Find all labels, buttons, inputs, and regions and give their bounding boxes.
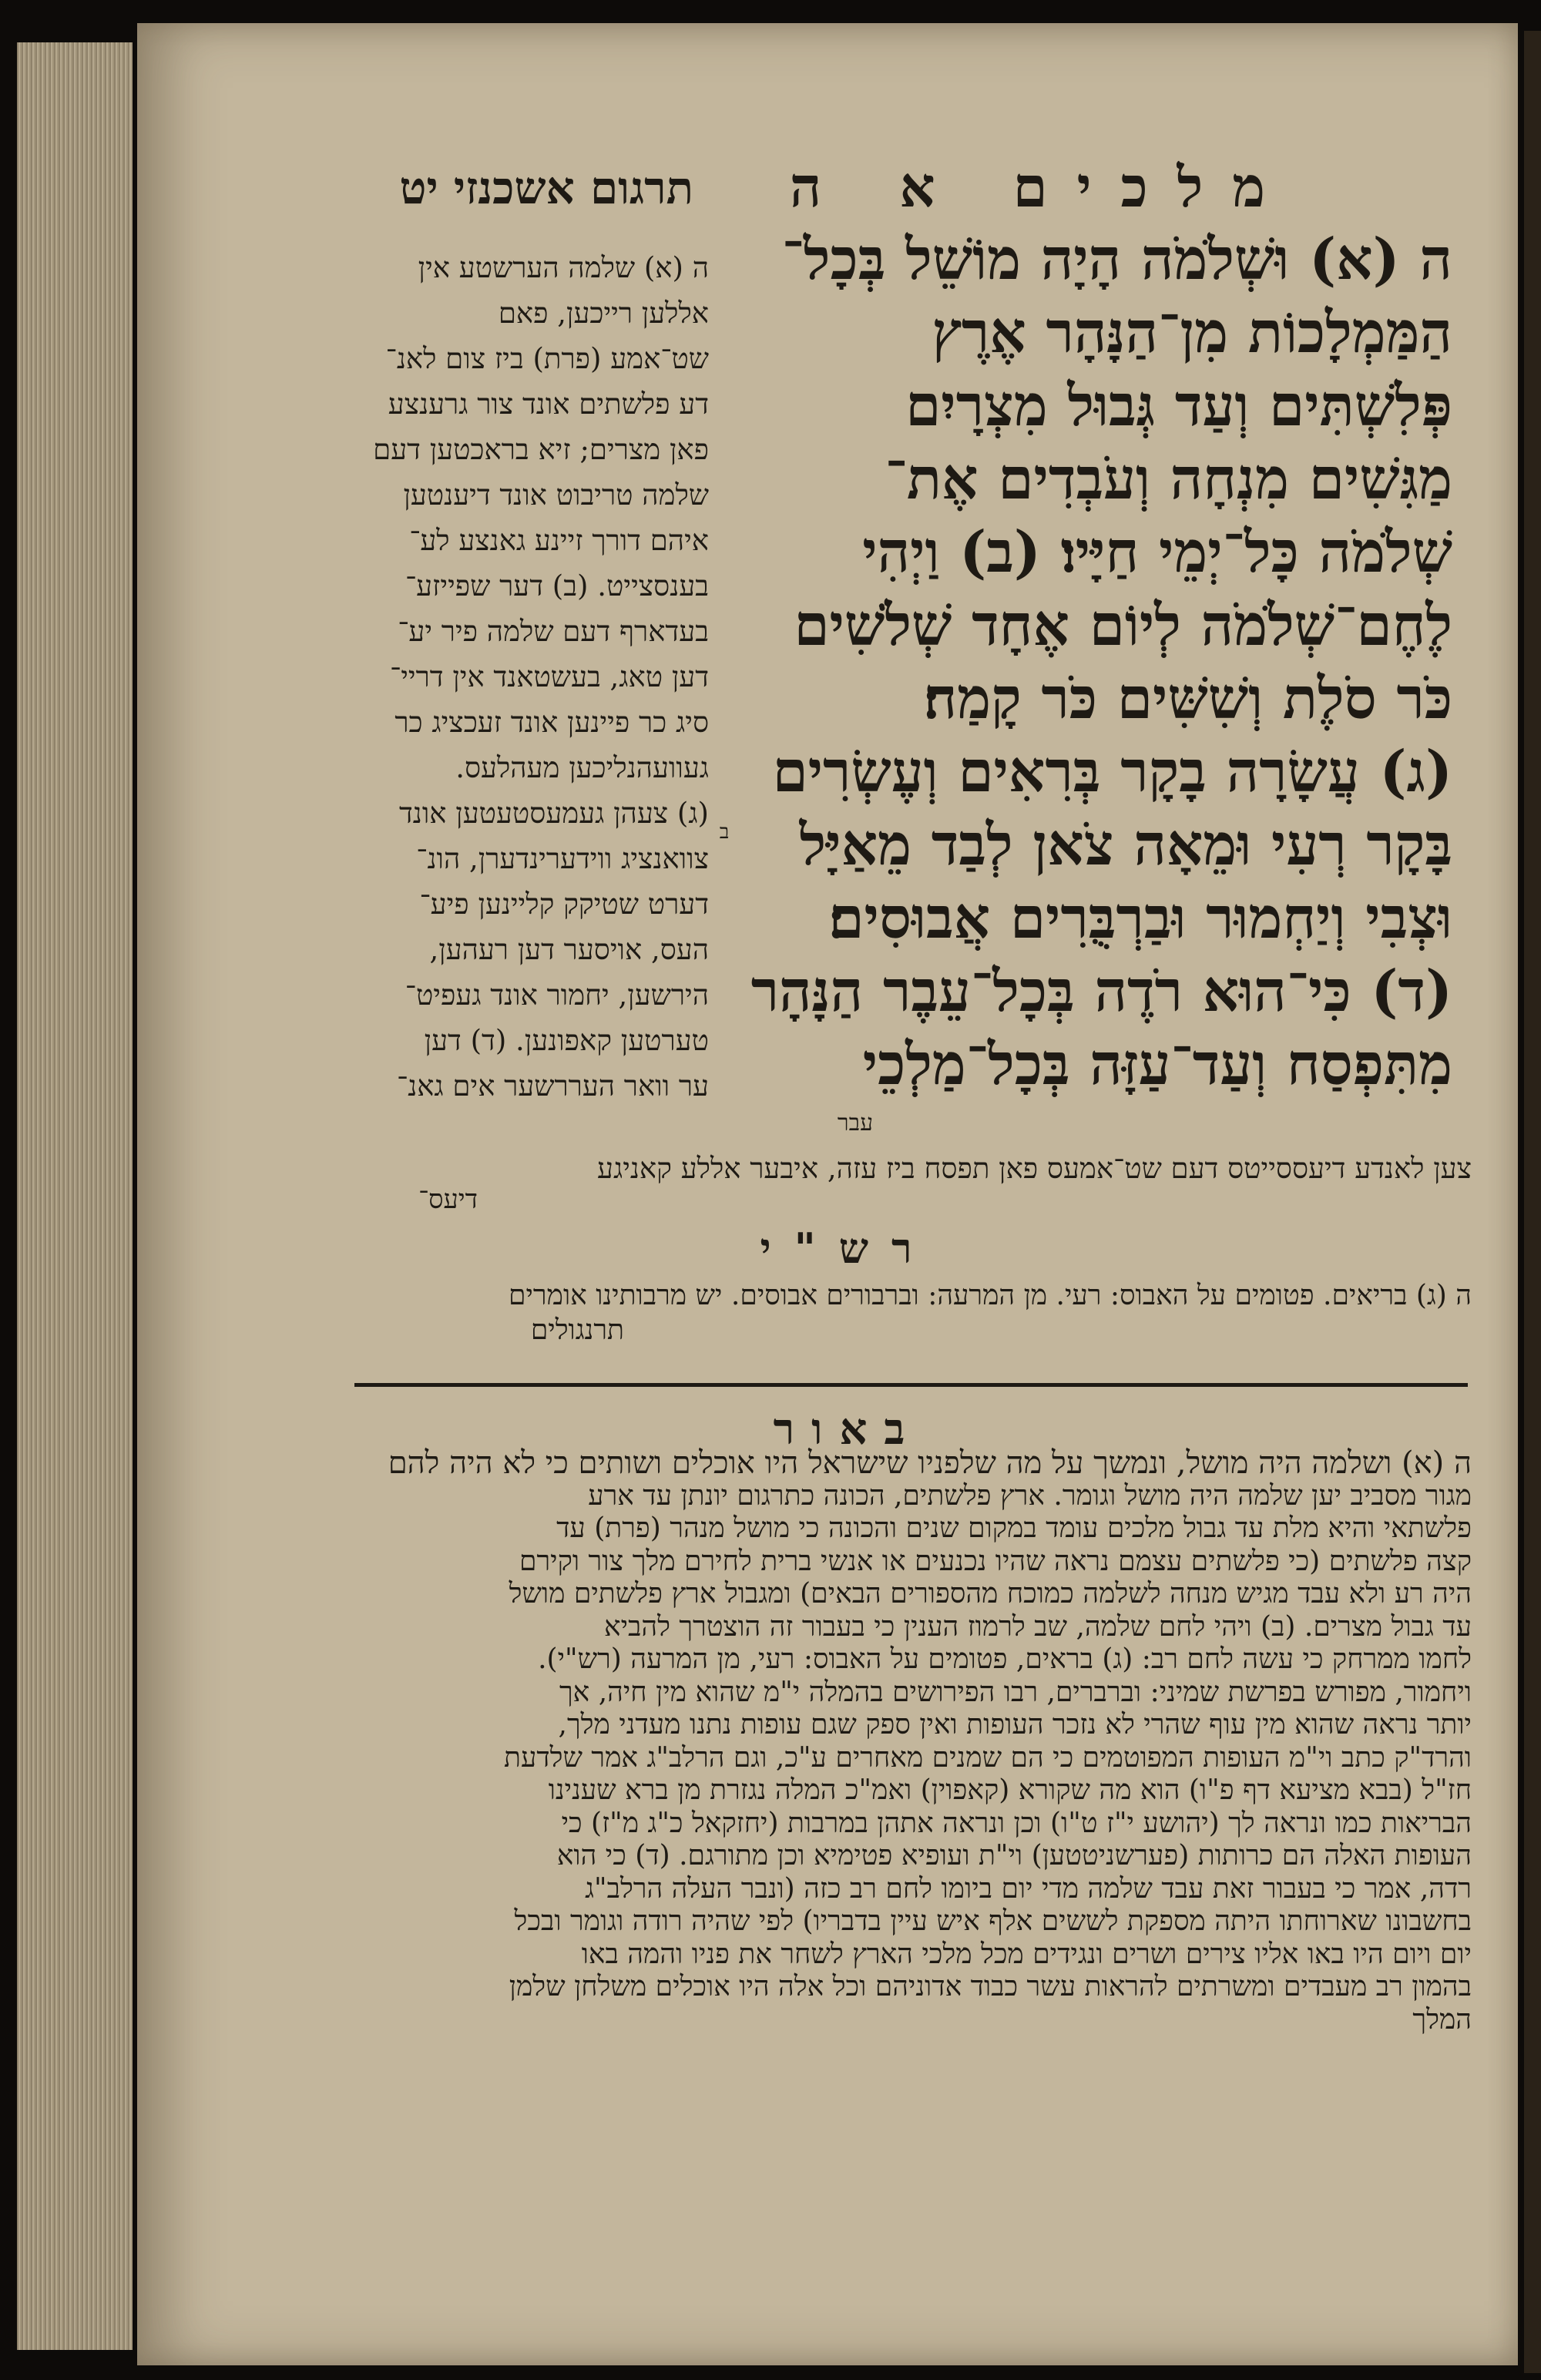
targum-line: אללען רייכען, פאם — [498, 297, 709, 330]
bible-text-column — [736, 223, 1452, 1102]
targum-line: געוועהנליכען מעהלעס. — [455, 751, 709, 784]
targum-line: דערט שטיקק קליינען פיע־ — [419, 888, 709, 921]
targum-line: ער וואר העררשער אים גאנ־ — [397, 1069, 709, 1103]
targum-line: צוואנציג ווידערינדערן, הונ־ — [416, 842, 709, 875]
targum-line: (ג) צעהן געמעסטעטען אונד — [399, 797, 709, 830]
biur-line: היה רע ולא עבד מגיש מנחה לשלמה כמוכח מהספורים הבאים) ומגבול ארץ פלשתים מושל — [509, 1578, 1472, 1610]
biur-line: בהמון רב מעבדים ומשרתים להראות עשר כבוד אדוניהם וכל אלה היו אוכלים משלחן שלמן — [509, 1971, 1472, 2002]
bible-line: שְׁלֹמֹה כָּל־יְמֵי חַיָּיו׃ (ב) וַיְהִי — [862, 519, 1452, 586]
page-edges — [17, 42, 133, 2350]
catchword: עבר — [837, 1109, 874, 1136]
biur-line: לחמו ממרחק כי עשה לחם רב: (ג) בראים, פטומים על האבוס: רעי, מן המרעה (רש"י). — [538, 1643, 1472, 1675]
biur-line: רדה, אמר כי בעבור זאת עבד שלמה מדי יום ביומו לחם רב כזה (ונבר העלה הרלב"ג — [585, 1872, 1472, 1905]
biur-line: יום ויום היו באו אליו צירים ושרים ונגידים מכל מלכי הארץ לשחר את פניו והמה באו — [581, 1938, 1472, 1970]
bible-line: בָּקָר רְעִי וּמֵאָה צֹאן לְבַד מֵאַיָּל — [799, 812, 1452, 878]
biur-commentary — [354, 1447, 1472, 2036]
bible-line: לֶחֶם־שְׁלֹמֹה לְיוֹם אֶחָד שְׁלֹשִׁים — [794, 592, 1452, 659]
biur-line: יותר נראה שהוא מין עוף שהרי לא נזכר העופות ואין ספק שגם עופות נתנו מעדני מלך, — [558, 1709, 1472, 1741]
rashi-title: רש"י — [760, 1224, 935, 1273]
biur-line: מגור מסביב יען שלמה היה מושל וגומר. ארץ פלשתים, הכונה כתרגום יונתן עד ארע — [588, 1479, 1472, 1512]
margin-note: ב — [719, 821, 730, 844]
biur-line: בחשבונו שארוחתו היתה מספקת לששים אלף איש עיין בדבריו) לפי שהיה רודה וגומר ובכל — [514, 1905, 1472, 1937]
targum-line: שלמה טריבוט אונד דיענטען — [403, 478, 709, 512]
targum-line: טערטען קאפונען. (ד) דען — [424, 1024, 709, 1057]
bible-line: פְּלִשְׁתִּים וְעַד גְּבוּל מִצְרָיִם — [905, 373, 1452, 439]
targum-line: איהם דורך זיינע גאנצע לע־ — [409, 524, 709, 557]
targum-continuation: צען לאנדע דיעססייטס דעם שט־אמעס פאן תפסח ביז עזה, איבער אללע קאניגע — [597, 1152, 1472, 1185]
bible-line: (ד) כִּי־הוּא רֹדֶה בְּכָל־עֵבֶר הַנָּהָר — [750, 958, 1452, 1025]
rashi-line: ה (ג) בריאים. פטומים על האבוס: רעי. מן המרעה: וברבורים אבוסים. יש מרבותינו אומרים — [509, 1280, 1472, 1311]
bible-line: ה (א) וּשְׁלֹמֹה הָיָה מוֹשֵׁל בְּכָל־ — [781, 227, 1452, 293]
targum-line: פאן מצרים; זיא בראכטען דעם — [373, 433, 709, 466]
targum-continuation-end: דיעס־ — [418, 1184, 478, 1215]
targum-title: תרגום אשכנזי יט — [399, 162, 693, 214]
biur-line: העופות האלה הם כרותות (פערשניטטען) וי"ת ועופיא פטימיא וכן מתורגם. (ד) כי הוא — [556, 1840, 1472, 1871]
biur-line: ויחמור, מפורש בפרשת שמיני: וברברים, רבו הפירושים בהמלה י"מ שהוא מין חיה, אך — [559, 1676, 1472, 1708]
targum-line: דען טאג, בעשטאנד אין דריי־ — [390, 660, 709, 693]
targum-line: בעדארף דעם שלמה פיר יע־ — [398, 615, 709, 648]
targum-line: הירשען, יחמור אונד געפיט־ — [405, 979, 709, 1012]
targum-line: ה (א) שלמה הערשטע אין — [418, 251, 709, 284]
bible-line: כֹּר סֹלֶת וְשִׁשִּׁים כֹּר קָמַח׃ — [923, 666, 1452, 732]
biur-line: הבריאות כמו ונראה לך (יהושע י"ז ט"ו) וכן ונראה אתהן במרבות (יחזקאל כ"ג מ"ז) כי — [561, 1807, 1472, 1839]
targum-text-column — [324, 245, 709, 1109]
biur-line: קצה פלשתים (כי פלשתים עצמם נראה שהיו נכנעים או אנשי ברית לחירם מלך צור וקירם — [519, 1545, 1472, 1577]
targum-line: בענסצייט. (ב) דער שפייזע־ — [405, 569, 709, 603]
biur-title: באור — [773, 1404, 922, 1455]
next-page-edge — [1524, 31, 1541, 2373]
biur-line: והרד"ק כתב וי"מ העופות המפוטמים כי הם שמנים מאחרים ע"כ, וגם הרלב"ג אמר שלדעת — [503, 1741, 1472, 1774]
bible-line: הַמַּמְלָכוֹת מִן־הַנָּהָר אֶרֶץ — [932, 300, 1452, 366]
targum-line: שט־אמע (פרת) ביז צום לאנ־ — [385, 342, 709, 375]
section-divider — [354, 1383, 1468, 1387]
targum-line: העס, אויסער דען רעהען, — [429, 933, 709, 966]
targum-line: סיג כר פיינען אונד זעכציג כר — [394, 706, 709, 739]
book-title: מלכים א ה — [789, 154, 1294, 220]
targum-line: דע פלשתים אונד צור גרענצע — [388, 388, 709, 421]
bible-line: מַגִּשִׁים מִנְחָה וְעֹבְדִים אֶת־ — [885, 446, 1452, 512]
rashi-line: תרנגולים — [530, 1314, 624, 1346]
biur-line: המלך — [1412, 2003, 1472, 2036]
bible-line: וּצְבִי וְיַחְמוּר וּבַרְבֻּרִים אֲבוּסִים׃ — [828, 885, 1452, 952]
biur-line: ה (א) ושלמה היה מושל, ונמשך על מה שלפניו שישראל היו אוכלים ושותים כי לא היה להם — [388, 1447, 1472, 1480]
bible-line: (ג) עֲשָׂרָה בָקָר בְּרִאִים וְעֶשְׂרִים — [772, 739, 1452, 805]
biur-line: עד גבול מצרים. (ב) ויהי לחם שלמה, שב לרמוז הענין כי בעבור זה הוצטרך להביא — [603, 1610, 1472, 1643]
biur-line: פלשתאי והיא מלת עד גבול מלכים עומד במקום שנים והכונה כי מושל מנהר (פרת) עד — [556, 1512, 1472, 1544]
biur-line: חז"ל (בבא מציעא דף פ"ו) הוא מה שקורא (קאפוין) ואמ"כ המלה נגזרת מן ברא שענינו — [548, 1774, 1472, 1806]
bible-line: מִתִּפְסַח וְעַד־עַזָּה בְּכָל־מַלְכֵי — [862, 1032, 1452, 1098]
